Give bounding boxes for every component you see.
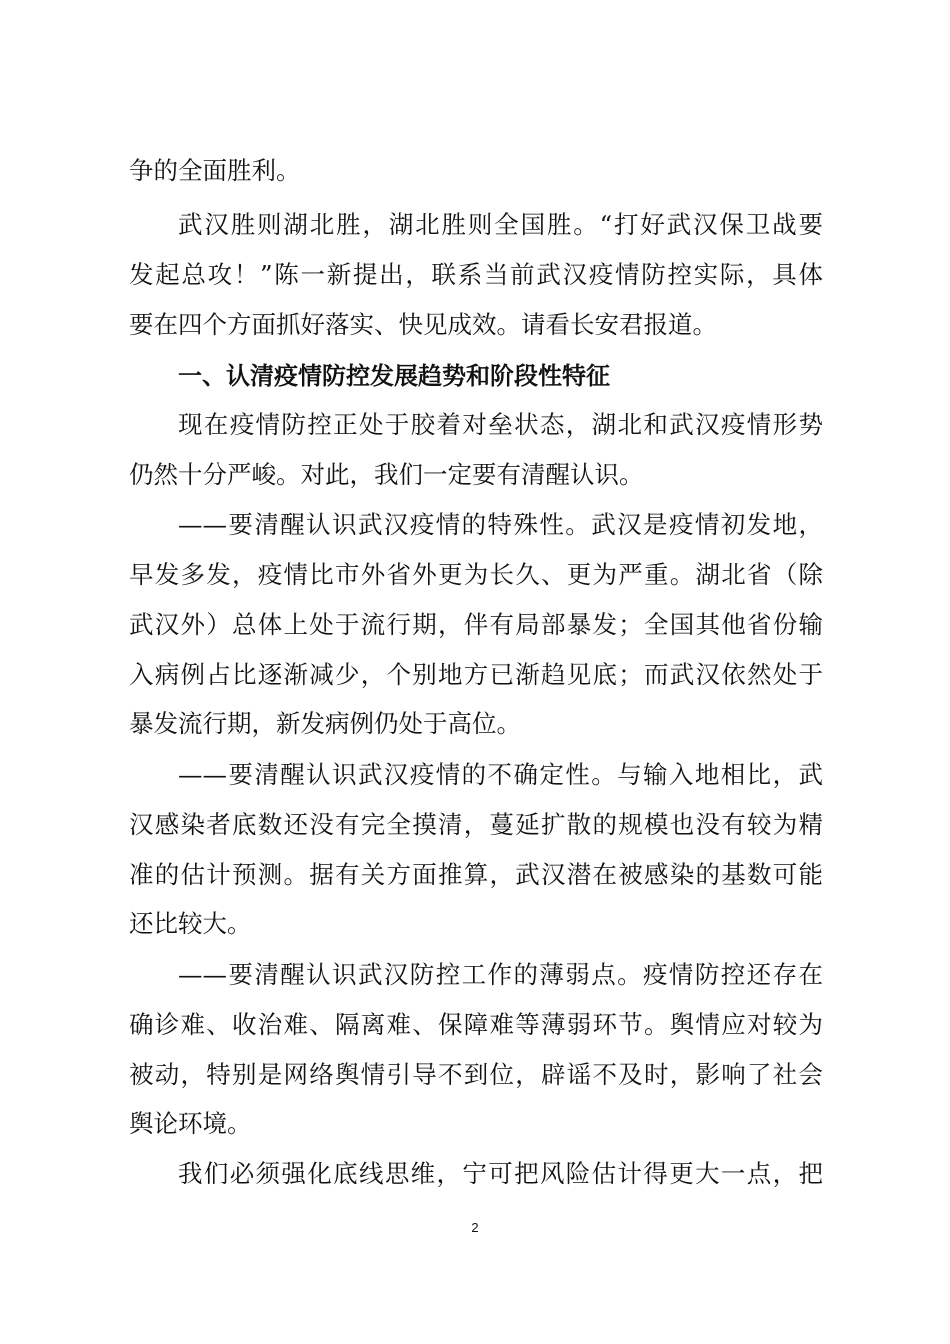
- paragraph-line: 武汉外）总体上处于流行期，伴有局部暴发；全国其他省份输: [129, 610, 823, 639]
- paragraph-line: 争的全面胜利。: [129, 156, 301, 185]
- paragraph-line: 我们必须强化底线思维，宁可把风险估计得更大一点，把: [178, 1159, 823, 1188]
- paragraph-line: 准的估计预测。据有关方面推算，武汉潜在被感染的基数可能: [129, 860, 823, 889]
- paragraph-line: 暴发流行期，新发病例仍处于高位。: [129, 709, 521, 738]
- paragraph-line: ——要清醒认识武汉防控工作的薄弱点。疫情防控还存在: [178, 960, 823, 989]
- paragraph-line: ——要清醒认识武汉疫情的不确定性。与输入地相比，武: [178, 760, 823, 789]
- paragraph-line: 入病例占比逐渐减少，个别地方已渐趋见底；而武汉依然处于: [129, 660, 823, 689]
- paragraph-line: 武汉胜则湖北胜，湖北胜则全国胜。“打好武汉保卫战要: [178, 210, 823, 239]
- paragraph-line: 还比较大。: [129, 909, 252, 938]
- paragraph-line: 被动，特别是网络舆情引导不到位，辟谣不及时，影响了社会: [129, 1060, 823, 1089]
- paragraph-line: 舆论环境。: [129, 1109, 252, 1138]
- paragraph-line: 要在四个方面抓好落实、快见成效。请看长安君报道。: [129, 310, 717, 339]
- section-heading: 一、认清疫情防控发展趋势和阶段性特征: [178, 362, 610, 390]
- paragraph-line: 确诊难、收治难、隔离难、保障难等薄弱环节。舆情应对较为: [129, 1010, 823, 1039]
- page-number: 2: [471, 1220, 479, 1235]
- paragraph-line: 仍然十分严峻。对此，我们一定要有清醒认识。: [129, 460, 644, 489]
- paragraph-line: 现在疫情防控正处于胶着对垒状态，湖北和武汉疫情形势: [178, 410, 823, 439]
- paragraph-line: 发起总攻！”陈一新提出，联系当前武汉疫情防控实际，具体: [129, 260, 823, 289]
- paragraph-line: 汉感染者底数还没有完全摸清，蔓延扩散的规模也没有较为精: [129, 810, 823, 839]
- paragraph-line: 早发多发，疫情比市外省外更为长久、更为严重。湖北省（除: [129, 560, 823, 589]
- paragraph-line: ——要清醒认识武汉疫情的特殊性。武汉是疫情初发地，: [178, 510, 823, 539]
